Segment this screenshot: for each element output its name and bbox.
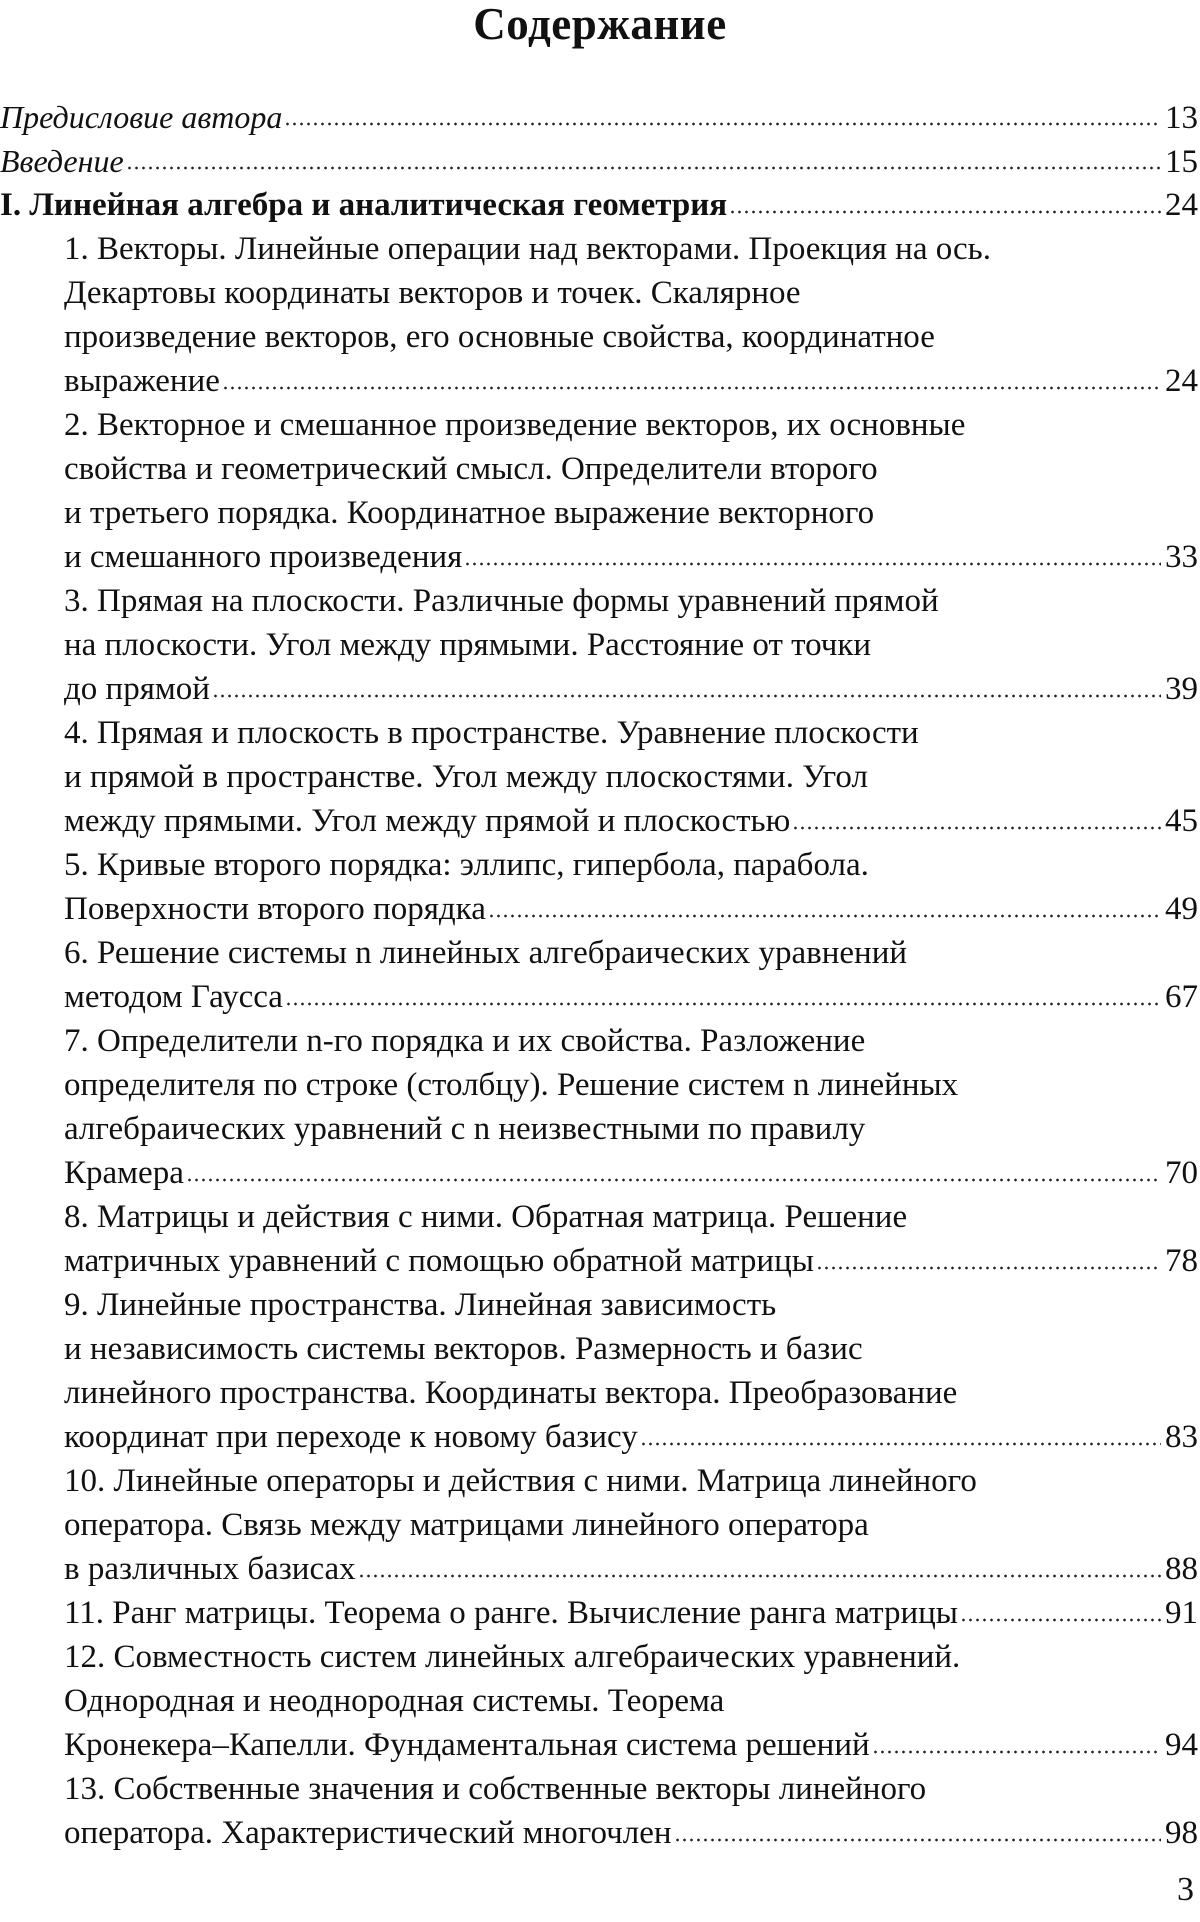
- toc-entry-text: и смешанного произведения: [64, 539, 463, 575]
- toc-entry-text: Введение: [0, 143, 124, 179]
- toc-entry-text: 12. Совместность систем линейных алгебраических уравнений.: [64, 1639, 961, 1675]
- toc-page-number: 88: [1165, 1551, 1198, 1587]
- toc-entry-text: выражение: [64, 363, 220, 399]
- toc-line: [0, 1679, 1198, 1723]
- toc-entry-s2: [0, 403, 1198, 579]
- toc-entry-s7: [0, 1019, 1198, 1195]
- toc-line: [0, 711, 1198, 755]
- toc-entry-text: 10. Линейные операторы и действия с ними. Матрица линейного: [64, 1463, 977, 1499]
- toc-entry-s5: [0, 843, 1198, 931]
- toc-line: [0, 139, 1198, 183]
- toc-page-number: 15: [1165, 144, 1198, 180]
- toc-entry-text: оператора. Характеристический многочлен: [64, 1815, 672, 1851]
- toc-line: [0, 1283, 1198, 1327]
- toc-line: [0, 843, 1198, 887]
- toc-line: [0, 491, 1198, 535]
- toc-leader-dots: [792, 826, 1161, 830]
- toc-page-number: 91: [1165, 1595, 1198, 1631]
- toc-line: [0, 1239, 1198, 1283]
- toc-leader-dots: [186, 1178, 1161, 1182]
- toc-entry-s11: [0, 1591, 1198, 1635]
- toc-entry-text: Декартовы координаты векторов и точек. Скалярное: [64, 275, 801, 311]
- toc-leader-dots: [284, 122, 1161, 126]
- toc-entry-text: 1. Векторы. Линейные операции над векторами. Проекция на ось.: [64, 231, 991, 267]
- toc-leader-dots: [960, 1618, 1161, 1622]
- toc-line: [0, 1195, 1198, 1239]
- toc-entry-text: Предисловие автора: [0, 99, 283, 135]
- toc-entry-text: 13. Собственные значения и собственные векторы линейного: [64, 1771, 927, 1807]
- toc-entry-s13: [0, 1767, 1198, 1855]
- toc-entry-s3: [0, 579, 1198, 711]
- toc-entry-text: Поверхности второго порядка: [64, 891, 486, 927]
- toc-entry-text: 3. Прямая на плоскости. Различные формы уравнений прямой: [64, 583, 939, 619]
- toc-entry-text: I. Линейная алгебра и аналитическая геометрия: [0, 187, 728, 223]
- toc-line: [0, 1371, 1198, 1415]
- toc-line: [0, 1459, 1198, 1503]
- toc-entry-s4: [0, 711, 1198, 843]
- toc-line: [0, 403, 1198, 447]
- toc-line: [0, 975, 1198, 1019]
- toc-entry-text: до прямой: [64, 671, 210, 707]
- toc-line: [0, 447, 1198, 491]
- toc-page-number: 67: [1165, 979, 1198, 1015]
- toc-leader-dots: [488, 914, 1161, 918]
- toc-page-number: 33: [1165, 539, 1198, 575]
- toc-line: [0, 1547, 1198, 1591]
- toc-line: [0, 931, 1198, 975]
- toc-entry-s10: [0, 1459, 1198, 1591]
- toc-line: [0, 1767, 1198, 1811]
- toc-line: [0, 579, 1198, 623]
- toc-entry-text: матричных уравнений с помощью обратной матрицы: [64, 1243, 814, 1279]
- toc-line: [0, 1019, 1198, 1063]
- toc-line: [0, 623, 1198, 667]
- toc-line: [0, 799, 1198, 843]
- toc-leader-dots: [816, 1266, 1161, 1270]
- toc-entry-text: 11. Ранг матрицы. Теорема о ранге. Вычисление ранга матрицы: [64, 1595, 958, 1631]
- toc-page-number: 13: [1165, 100, 1198, 136]
- page-number: 3: [1177, 1871, 1194, 1908]
- toc-entry-text: 2. Векторное и смешанное произведение векторов, их основные: [64, 407, 966, 443]
- toc-entry-s6: [0, 931, 1198, 1019]
- toc-page-number: 49: [1165, 891, 1198, 927]
- toc-page-number: 98: [1165, 1815, 1198, 1851]
- toc-leader-dots: [729, 210, 1161, 214]
- toc-page-number: 94: [1165, 1727, 1198, 1763]
- toc-line: [0, 667, 1198, 711]
- toc-line: [0, 1503, 1198, 1547]
- toc-entry-text: 7. Определители n-го порядка и их свойства. Разложение: [64, 1023, 866, 1059]
- toc-line: [0, 1635, 1198, 1679]
- toc-leader-dots: [872, 1750, 1161, 1754]
- toc-line: [0, 1063, 1198, 1107]
- toc-entry-text: между прямыми. Угол между прямой и плоскостью: [64, 803, 791, 839]
- toc-entry-s1: [0, 227, 1198, 403]
- toc-entry-text: 4. Прямая и плоскость в пространстве. Уравнение плоскости: [64, 715, 919, 751]
- toc-page-number: 24: [1165, 187, 1198, 223]
- toc-entry-text: алгебраических уравнений с n неизвестными по правилу: [64, 1111, 866, 1147]
- toc-entry-text: на плоскости. Угол между прямыми. Расстояние от точки: [64, 627, 872, 663]
- toc-line: [0, 535, 1198, 579]
- table-of-contents: [0, 95, 1198, 1855]
- toc-line: [0, 1151, 1198, 1195]
- toc-leader-dots: [285, 1002, 1161, 1006]
- toc-entry-text: свойства и геометрический смысл. Определители второго: [64, 451, 878, 487]
- toc-entry-text: 5. Кривые второго порядка: эллипс, гипербола, парабола.: [64, 847, 869, 883]
- toc-line: [0, 1415, 1198, 1459]
- toc-entry-preface: [0, 95, 1198, 139]
- toc-entry-text: и независимость системы векторов. Размерность и базис: [64, 1331, 863, 1367]
- toc-leader-dots: [674, 1838, 1161, 1842]
- toc-leader-dots: [358, 1574, 1161, 1578]
- toc-line: [0, 1107, 1198, 1151]
- toc-line: [0, 359, 1198, 403]
- toc-entry-text: 8. Матрицы и действия с ними. Обратная матрица. Решение: [64, 1199, 908, 1235]
- toc-entry-text: методом Гаусса: [64, 979, 283, 1015]
- toc-line: [0, 183, 1198, 227]
- toc-page-number: 24: [1165, 363, 1198, 399]
- toc-leader-dots: [640, 1442, 1161, 1446]
- toc-entry-text: определителя по строке (столбцу). Решение систем n линейных: [64, 1067, 959, 1103]
- toc-page-number: 83: [1165, 1419, 1198, 1455]
- toc-entry-text: и третьего порядка. Координатное выражение векторного: [64, 495, 875, 531]
- toc-leader-dots: [126, 166, 1161, 170]
- toc-page-number: 78: [1165, 1243, 1198, 1279]
- toc-entry-part-1: [0, 183, 1198, 227]
- toc-page-number: 39: [1165, 671, 1198, 707]
- toc-leader-dots: [222, 386, 1161, 390]
- toc-line: [0, 315, 1198, 359]
- toc-entry-text: Однородная и неоднородная системы. Теорема: [64, 1683, 725, 1719]
- toc-line: [0, 887, 1198, 931]
- toc-line: [0, 271, 1198, 315]
- toc-line: [0, 1327, 1198, 1371]
- toc-line: [0, 95, 1198, 139]
- toc-line: [0, 755, 1198, 799]
- toc-leader-dots: [212, 694, 1161, 698]
- toc-entry-s8: [0, 1195, 1198, 1283]
- toc-leader-dots: [464, 562, 1161, 566]
- toc-page-number: 45: [1165, 803, 1198, 839]
- toc-line: [0, 1591, 1198, 1635]
- toc-entry-text: произведение векторов, его основные свойства, координатное: [64, 319, 935, 355]
- toc-entry-text: 6. Решение системы n линейных алгебраических уравнений: [64, 935, 908, 971]
- page-title: Содержание: [473, 0, 727, 49]
- toc-entry-text: в различных базисах: [64, 1551, 356, 1587]
- toc-entry-text: 9. Линейные пространства. Линейная зависимость: [64, 1287, 777, 1323]
- toc-page-number: 70: [1165, 1155, 1198, 1191]
- toc-entry-intro: [0, 139, 1198, 183]
- toc-line: [0, 1811, 1198, 1855]
- toc-entry-text: координат при переходе к новому базису: [64, 1419, 638, 1455]
- toc-entry-text: и прямой в пространстве. Угол между плоскостями. Угол: [64, 759, 868, 795]
- toc-entry-s12: [0, 1635, 1198, 1767]
- toc-line: [0, 227, 1198, 271]
- toc-entry-text: оператора. Связь между матрицами линейного оператора: [64, 1507, 869, 1543]
- toc-entry-text: Кронекера–Капелли. Фундаментальная система решений: [64, 1727, 870, 1763]
- toc-entry-text: Крамера: [64, 1155, 184, 1191]
- toc-line: [0, 1723, 1198, 1767]
- toc-entry-s9: [0, 1283, 1198, 1459]
- toc-entry-text: линейного пространства. Координаты вектора. Преобразование: [64, 1375, 958, 1411]
